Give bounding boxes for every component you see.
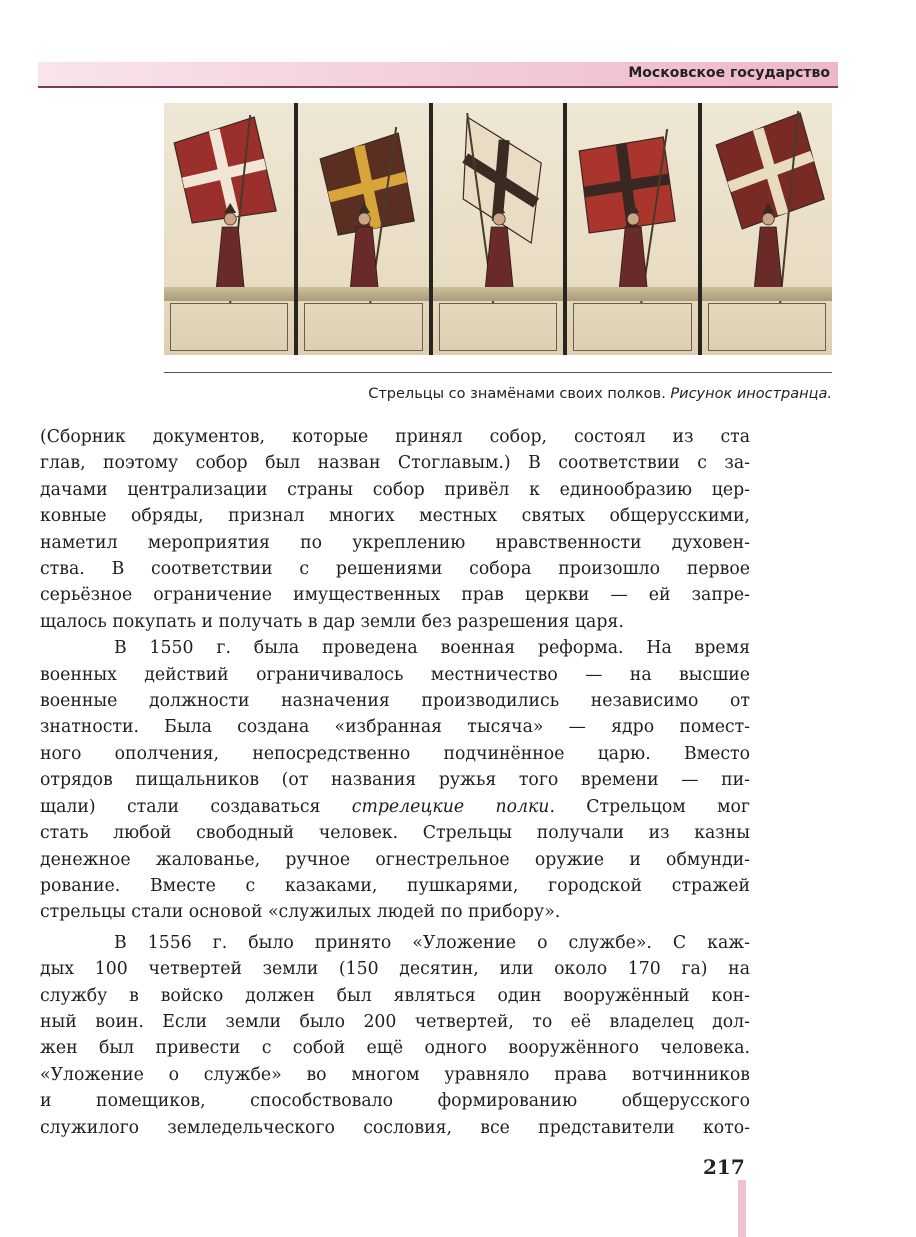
running-header-title: Московское государство <box>628 65 830 81</box>
text-line: (Сборник документов, которые принял собор, состоял из ста <box>40 427 750 447</box>
streltsy-flags-illustration <box>164 103 832 355</box>
figure-caption: Стрельцы со знамёнами своих полков. Рисунок иностранца. <box>368 386 832 402</box>
paragraph-2 <box>40 635 750 925</box>
text-line: щалось покупать и получать в дар земли без разрешения царя. <box>40 611 624 632</box>
panel-inscription-2 <box>304 303 422 351</box>
text-line: денежное жалованье, ручное огнестрельное оружие и обмунди- <box>40 849 750 870</box>
paragraph-1 <box>40 424 750 635</box>
term-streletskie-polki: стрелецкие полки <box>351 796 550 817</box>
text-line: ства. В соответствии с решениями собора произошло первое <box>40 559 750 580</box>
caption-rule <box>164 372 832 373</box>
text-line: жен был привести с собой ещё одного вооружённого человека. <box>40 1038 750 1059</box>
text-line: щали) стали создаваться стрелецкие полки. Стрельцом мог <box>40 796 750 817</box>
text-line: стрельцы стали основой «служилых людей по прибору». <box>40 902 561 923</box>
text-line: и помещиков, способствовало формированию общерусского <box>40 1091 750 1112</box>
text-line: ный воин. Если земли было 200 четвертей, то её владелец дол- <box>40 1011 750 1032</box>
page-edge-strip <box>738 1180 746 1237</box>
text-line: «Уложение о службе» во многом уравняло права вотчинников <box>40 1064 750 1085</box>
text-line: В 1556 г. было принято «Уложение о службе». С каж- <box>114 932 750 953</box>
text-line: серьёзное ограничение имущественных прав церкви — ей запре- <box>40 585 750 606</box>
panel-inscription-5 <box>708 303 826 351</box>
text-line: знатности. Была создана «избранная тысяча» — ядро помест- <box>40 717 750 738</box>
panel-inscription-4 <box>573 303 691 351</box>
flag-panel-3 <box>433 103 563 355</box>
text-line: военные должности назначения производились независимо от <box>40 691 750 712</box>
text-line: отрядов пищальников (от названия ружья того времени — пи- <box>40 770 750 791</box>
text-line: наметил мероприятия по укреплению нравственности духовен- <box>40 532 750 553</box>
text-line: рование. Вместе с казаками, пушкарями, городской стражей <box>40 875 750 896</box>
text-line: стать любой свободный человек. Стрельцы получали из казны <box>40 823 750 844</box>
flag-panel-2 <box>298 103 428 355</box>
flag-panel-1 <box>164 103 294 355</box>
flag-panel-5 <box>702 103 832 355</box>
page-number: 217 <box>703 1155 745 1179</box>
text-line: служилого земледельческого сословия, все представители кото- <box>40 1117 750 1138</box>
text-line: глав, поэтому собор был назван Стоглавым.) В соответствии с за- <box>40 453 750 474</box>
text-line: военных действий ограничивалось местничество — на высшие <box>40 664 750 685</box>
text-line: ного ополчения, непосредственно подчинённое царю. Вместо <box>40 743 750 764</box>
text-line: дачами централизации страны собор привёл к единообразию цер- <box>40 479 750 500</box>
text-line: В 1550 г. была проведена военная реформа. На время <box>114 638 750 659</box>
text-line: ковные обряды, признал многих местных святых общерусскими, <box>40 506 750 527</box>
text-line: службу в войско должен был являться один вооружённый кон- <box>40 985 750 1006</box>
paragraph-3 <box>40 930 750 1141</box>
panel-inscription-1 <box>170 303 288 351</box>
header-rule <box>38 86 838 88</box>
panel-inscription-3 <box>439 303 557 351</box>
flag-panel-4 <box>567 103 697 355</box>
body-text <box>40 424 750 1141</box>
text-line: дых 100 четвертей земли (150 десятин, или около 170 га) на <box>40 959 750 980</box>
